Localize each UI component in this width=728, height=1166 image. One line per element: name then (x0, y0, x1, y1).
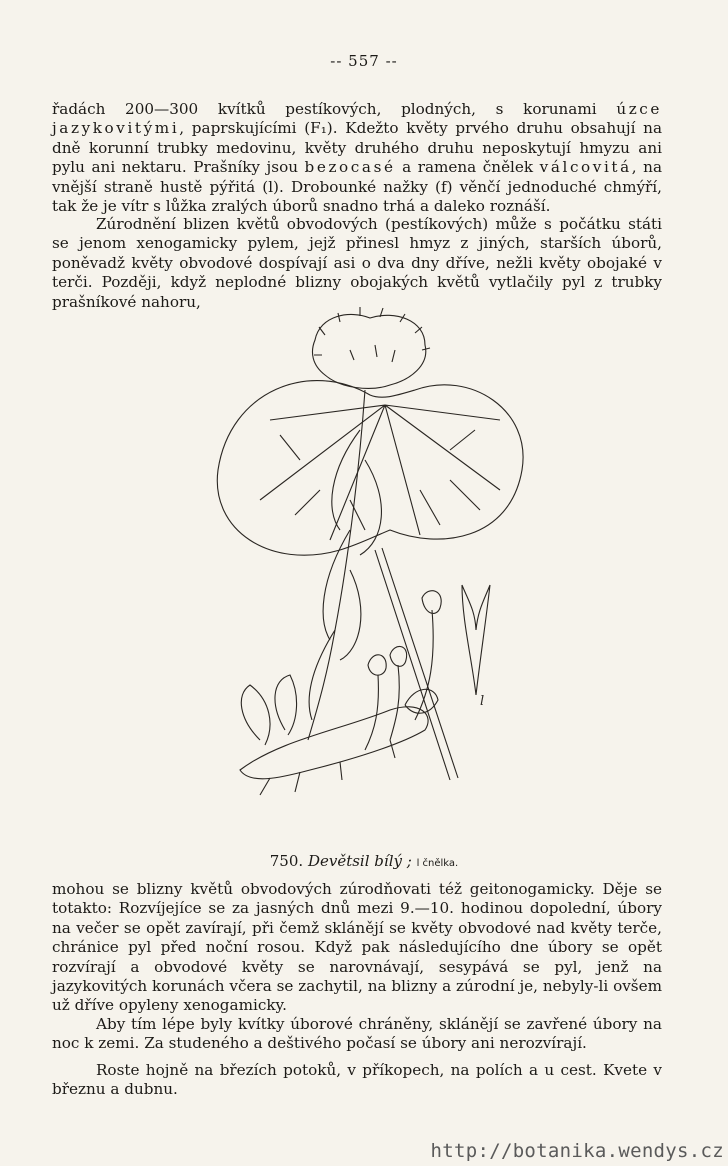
para1-part-a: řadách 200—300 kvítků pestíkových, plodných, s korunami (52, 100, 617, 118)
para1-part-g: , na vnější straně hustě pýřitá (l). Drobounké nažky (f) věnčí jednoduché chmýří, tak že je vítr s lůžka zralých úborů snadno trhá a daleko roznáší. (52, 158, 663, 216)
paragraph-4: Aby tím lépe byly kvítky úborové chráněny, sklánějí se zavřené úbory na noc k zemi. Za studeného a deštivého počasí se úbory ani nerozvírají. (52, 1015, 662, 1053)
caption-number: 750. (269, 852, 304, 870)
caption-note: l čnělka. (416, 858, 459, 869)
figure-label-l: l (480, 694, 485, 709)
rhizome-leaves (241, 675, 438, 745)
paragraph-2: Zúrodnění blizen květů obvodových (pestíkových) může s počátku státi se jenom xenogamicky pylem, jejž přinesl hmyz z jiných, starších úborů, poněvadž květy obvodové dospívají asi o dva dny dříve, nežli květy obojaké v terči. Později, když neplodné blizny obojakých květů vytlačily pyl z trubky prašníkové nahoru, (52, 215, 662, 311)
caption-title: Devětsil bílý ; (307, 852, 412, 870)
paragraph-1 (52, 100, 662, 216)
para1-part-e: a ramena čnělek (395, 158, 540, 177)
stem-bracts (309, 430, 381, 720)
para1-emph-bezocase: bezocasé (304, 158, 396, 177)
figure-caption (0, 852, 728, 870)
flower-florets (314, 307, 430, 362)
flower-head (312, 314, 425, 388)
rhizome (240, 707, 428, 779)
bud-left (365, 655, 386, 750)
second-stem (375, 548, 458, 780)
style-detail (462, 585, 490, 695)
paragraph-3: mohou se blizny květů obvodových zúrodňovati též geitonogamicky. Děje se totakto: Rozvíjejíce se za jasných dnů mezi 9.—10. hodinou dopolední, úbory na večer se opět zavírají, při čemž sklánějí se květy obvodové nad květy terče, chránice pyl před noční rosou. Když pak následujícího dne úbory se opět rozvírají a obvodové květy se narovnávají, sesypává se pyl, jenž na jazykovitých korunách včera se zachytil, na blizny a zúrodní je, nebyly-li ovšem už dříve opyleny xenogamicky. (52, 880, 662, 1015)
leaf-vein-minor (280, 430, 480, 530)
para1-emph-valcovita: válcovitá (539, 158, 632, 177)
para1-emph-uzce: úzce jazykovitými (52, 100, 662, 138)
paragraph-5: Roste hojně na březích potoků, v příkopech, na polích a u cest. Kvete v březnu a dubnu. (52, 1061, 662, 1099)
butterbur-drawing (200, 300, 540, 800)
bud-middle (390, 646, 407, 740)
page-number: -- 557 -- (330, 52, 398, 70)
source-url: http://botanika.wendys.cz (430, 1140, 724, 1162)
para1-part-c: , paprskujícími (F₁). Kdežto květy prvého druhu obsahují na dně korunní trubky medovinu, květy druhého druhu neposkytují hmyzu ani pylu ani nektaru. Prašníky jsou (52, 119, 662, 177)
leaf-vein-main (260, 405, 500, 540)
plant-illustration (200, 300, 540, 800)
